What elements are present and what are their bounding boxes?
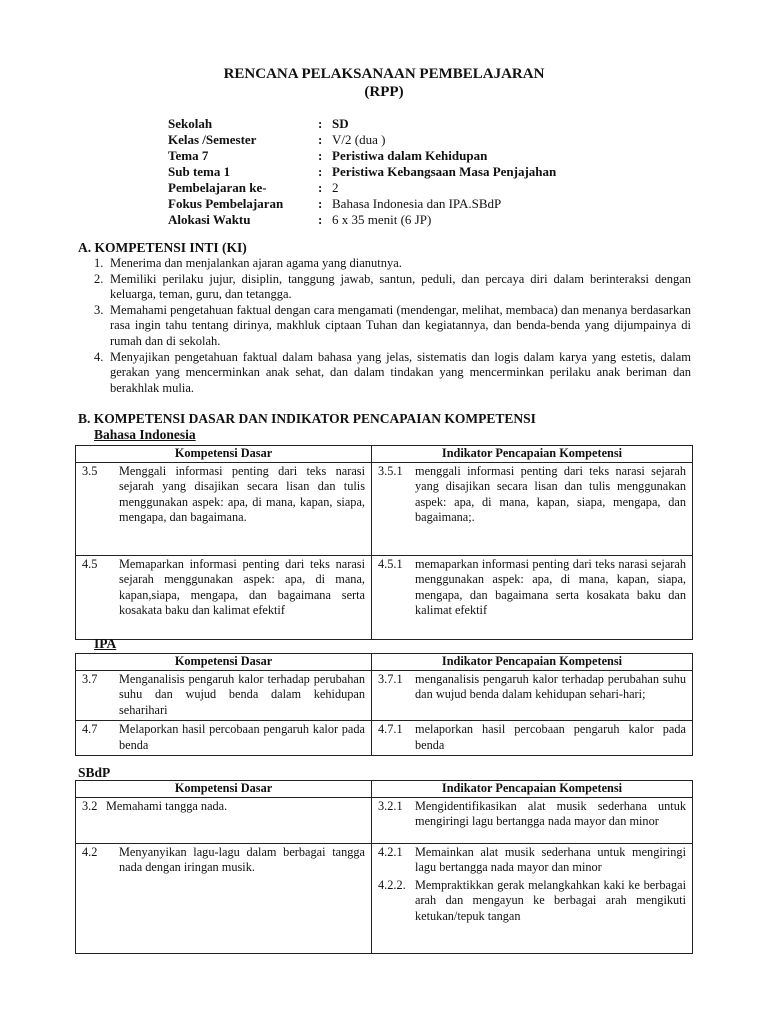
identity-label: Tema 7 — [168, 148, 209, 163]
kd-cell — [76, 797, 372, 843]
kd-text: Menganalisis pengaruh kalor terhadap perubahan suhu dan wujud benda dalam kehidupan seharihari — [119, 671, 365, 717]
table-row — [76, 797, 693, 843]
kd-number: 4.7 — [82, 722, 98, 736]
ki-number: 4. — [94, 349, 104, 364]
table-row — [76, 721, 693, 756]
kd-text: Memahami tangga nada. — [106, 798, 228, 813]
kd-number: 3.7 — [82, 671, 98, 686]
table-header-row — [76, 654, 693, 671]
identity-label: Fokus Pembelajaran — [168, 196, 284, 211]
ipk-cell — [372, 555, 693, 639]
table-header-row — [76, 446, 693, 463]
kd-cell — [76, 670, 372, 721]
ipk-text: Memainkan alat musik sederhana untuk mengiringi lagu bertangga nada mayor dan minor — [415, 844, 686, 874]
ipk-number: 4.7.1 — [378, 722, 403, 736]
ipk-number: 3.7.1 — [378, 671, 403, 686]
identity-label: Sekolah — [168, 116, 213, 131]
identity-value: Peristiwa dalam Kehidupan — [332, 148, 488, 163]
identity-colon: : — [318, 164, 323, 179]
kd-text: Menggali informasi penting dari teks narasi sejarah yang disajikan secara lisan dan tulis menggunakan aspek: apa, di mana, kapan, siapa, mengapa, dan bagaimana. — [119, 463, 365, 524]
kd-cell — [76, 462, 372, 555]
identity-colon: : — [318, 116, 323, 131]
identity-label: Kelas /Semester — [168, 132, 257, 147]
subject-sbdp: SBdP — [78, 765, 111, 780]
ipk-cell — [372, 721, 693, 756]
header-indikator: Indikator Pencapaian Kompetensi — [372, 654, 693, 671]
kd-text: Melaporkan hasil percobaan pengaruh kalor pada benda — [119, 722, 365, 752]
ipk-text: melaporkan hasil percobaan pengaruh kalor pada benda — [415, 722, 686, 752]
identity-label: Alokasi Waktu — [168, 212, 251, 227]
identity-colon: : — [318, 180, 323, 195]
table-row — [76, 462, 693, 555]
ipk-cell — [372, 670, 693, 721]
identity-colon: : — [318, 148, 323, 163]
ki-number: 3. — [94, 302, 104, 317]
subject-bahasa-indonesia: Bahasa Indonesia — [94, 427, 196, 442]
ipk-cell — [372, 462, 693, 555]
ipk-number: 3.2.1 — [378, 798, 403, 813]
ipk-text: Mengidentifikasikan alat musik sederhana untuk mengiringi lagu bertangga nada mayor dan minor — [415, 798, 686, 828]
kd-number: 3.5 — [82, 463, 98, 478]
subject-ipa: IPA — [94, 636, 117, 651]
kd-cell — [76, 555, 372, 639]
ipk-number: 3.5.1 — [378, 463, 403, 478]
ipk-number: 4.2.1 — [378, 844, 403, 859]
header-kompetensi-dasar: Kompetensi Dasar — [76, 781, 372, 798]
header-kompetensi-dasar: Kompetensi Dasar — [76, 446, 372, 463]
identity-value: SD — [332, 116, 349, 131]
identity-value: 6 x 35 menit (6 JP) — [332, 212, 432, 227]
ipk-text: Mempraktikkan gerak melangkahkan kaki ke berbagai arah dan mengayun ke berbagai arah mengikuti ketukan/tepuk tangan — [415, 877, 686, 923]
ki-item — [94, 256, 691, 272]
ki-number: 2. — [94, 271, 104, 286]
ipk-cell — [372, 797, 693, 843]
ki-text: Menerima dan menjalankan ajaran agama yang dianutnya. — [110, 256, 402, 270]
document-title: RENCANA PELAKSANAAN PEMBELAJARAN — [223, 66, 545, 82]
identity-value: V/2 (dua ) — [332, 132, 386, 147]
ki-number: 1. — [94, 256, 104, 270]
identity-value: Peristiwa Kebangsaan Masa Penjajahan — [332, 164, 557, 179]
header-indikator: Indikator Pencapaian Kompetensi — [372, 781, 693, 798]
ipk-text: memaparkan informasi penting dari teks narasi sejarah menggunakan aspek: apa, di mana, kapan, siapa, mengapa, dan bagaimana serta kosakata baku dan kalimat efektif — [415, 556, 686, 617]
identity-label: Sub tema 1 — [168, 164, 231, 179]
table-bahasa-indonesia — [75, 445, 693, 640]
kd-cell — [76, 843, 372, 953]
ipk-cell — [372, 843, 693, 953]
ki-text: Menyajikan pengetahuan faktual dalam bahasa yang jelas, sistematis dan logis dalam karya yang estetis, dalam gerakan yang mencerminkan anak sehat, dan dalam tindakan yang mencerminkan perilaku anak beriman dan berakhlak mulia. — [110, 349, 691, 395]
table-sbdp — [75, 780, 693, 954]
ki-list — [94, 256, 691, 396]
kd-text: Menyanyikan lagu-lagu dalam berbagai tangga nada dengan iringan musik. — [119, 844, 365, 874]
ki-text: Memahami pengetahuan faktual dengan cara mengamati (mendengar, melihat, membaca) dan menanya berdasarkan rasa ingin tahu tentang dirinya, makhluk ciptaan Tuhan dan kegiatannya, dan benda-benda yang dijumpainya di rumah dan di sekolah. — [110, 302, 691, 348]
table-row — [76, 555, 693, 639]
ki-item — [94, 303, 691, 350]
kd-cell — [76, 721, 372, 756]
section-a-heading: A. KOMPETENSI INTI (KI) — [78, 240, 247, 255]
header-indikator: Indikator Pencapaian Kompetensi — [372, 446, 693, 463]
ki-text: Memiliki perilaku jujur, disiplin, tanggung jawab, santun, peduli, dan percaya diri dalam berinteraksi dengan keluarga, teman, guru, dan tetangga. — [110, 271, 691, 302]
table-row — [76, 670, 693, 721]
table-row — [76, 843, 693, 953]
ki-item — [94, 350, 691, 397]
identity-colon: : — [318, 132, 323, 147]
kd-number: 3.2 — [82, 798, 98, 813]
ipk-text: menganalisis pengaruh kalor terhadap perubahan suhu dan wujud benda dalam kehidupan sehari-hari; — [415, 671, 686, 701]
ipk-text: menggali informasi penting dari teks narasi sejarah yang disajikan secara lisan dan tulis menggunakan aspek: apa, di mana, kapan, siapa, mengapa, dan bagaimana;. — [415, 463, 686, 524]
kd-number: 4.5 — [82, 556, 98, 571]
ipk-number: 4.5.1 — [378, 556, 403, 571]
kd-number: 4.2 — [82, 844, 98, 859]
ki-item — [94, 272, 691, 303]
table-header-row — [76, 781, 693, 798]
identity-colon: : — [318, 196, 323, 211]
header-kompetensi-dasar: Kompetensi Dasar — [76, 654, 372, 671]
identity-value: Bahasa Indonesia dan IPA.SBdP — [332, 196, 502, 211]
document-subtitle: (RPP) — [364, 84, 404, 100]
ipk-number: 4.2.2. — [378, 877, 406, 892]
section-b-heading: B. KOMPETENSI DASAR DAN INDIKATOR PENCAPAIAN KOMPETENSI — [78, 411, 536, 426]
identity-label: Pembelajaran ke- — [168, 180, 267, 195]
identity-value: 2 — [332, 180, 339, 195]
kd-text: Memaparkan informasi penting dari teks narasi sejarah menggunakan aspek: apa, di mana, kapan,siapa, mengapa, dan bagaimana serta kosakata baku dan kalimat efektif — [119, 556, 365, 617]
table-ipa — [75, 653, 693, 756]
identity-colon: : — [318, 212, 323, 227]
